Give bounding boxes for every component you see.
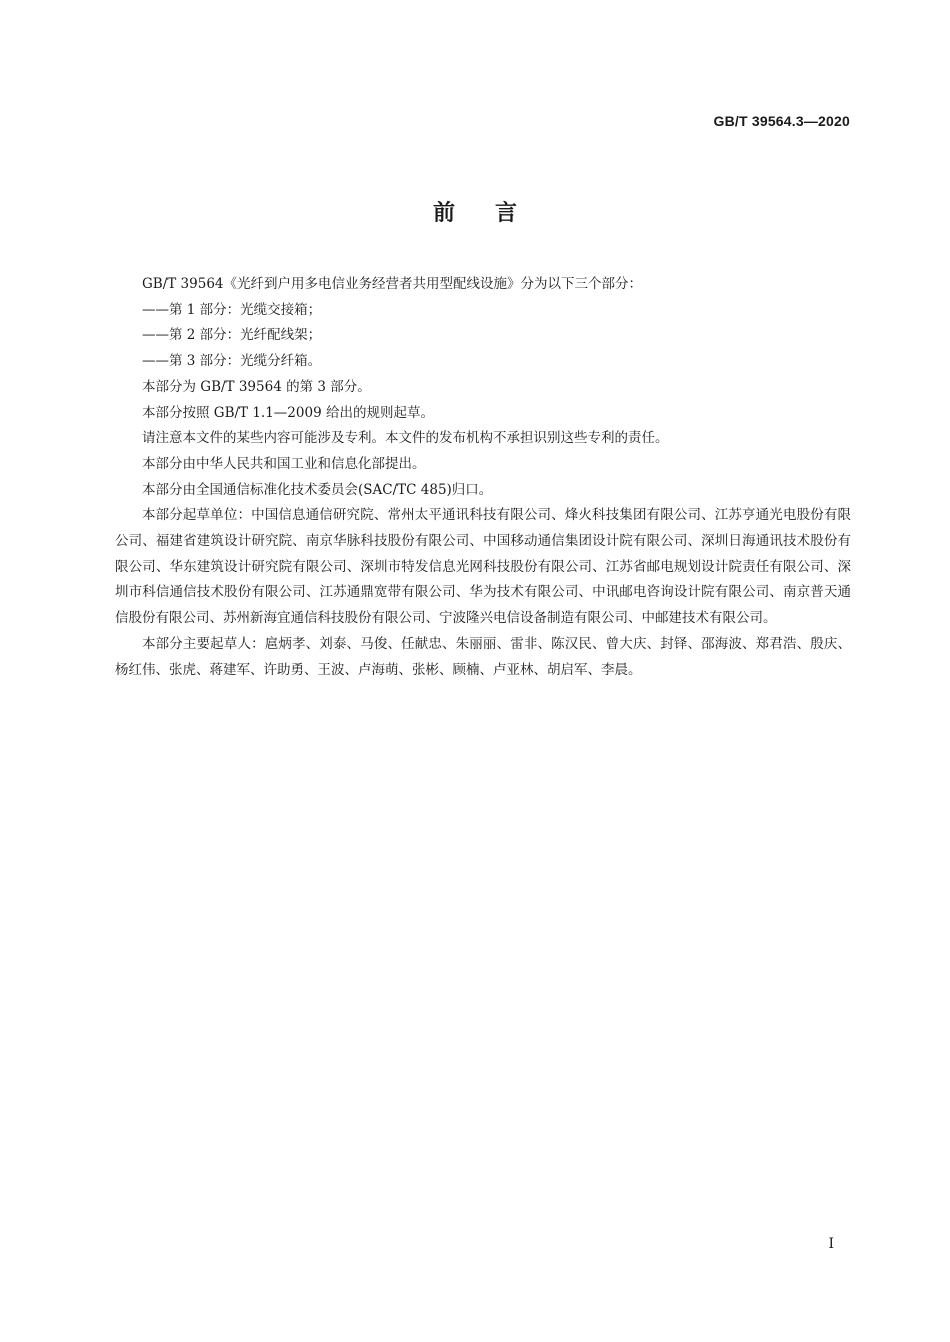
foreword-body [115,272,851,683]
paragraph-administrator: 本部分由全国通信标准化技术委员会(SAC/TC 485)归口。 [142,481,493,498]
standard-number: GB/T 39564.3—2020 [713,113,850,129]
paragraph-intro: GB/T 39564《光纤到户用多电信业务经营者共用型配线设施》分为以下三个部分： [142,276,642,292]
paragraph-part-1: ——第 1 部分：光缆交接箱； [142,301,322,318]
paragraph-part-2: ——第 2 部分：光纤配线架； [142,327,322,344]
paragraph-drafters: 本部分主要起草人：扈炳孝、刘泰、马俊、任献忠、朱丽丽、雷非、陈汉民、曾大庆、封铎、邵海波、郑君浩、殷庆、杨红伟、张虎、蒋建军、许助勇、王波、卢海萌、张彬、顾楠、卢亚林、胡启军、李晨。 [115,635,851,678]
paragraph-drafting-rules: 本部分按照 GB/T 1.1—2009 给出的规则起草。 [142,404,434,421]
paragraph-part-3: ——第 3 部分：光缆分纤箱。 [142,353,322,370]
page-number: I [828,1236,834,1252]
page-title: 前言 [432,201,557,226]
paragraph-proposer: 本部分由中华人民共和国工业和信息化部提出。 [142,455,426,472]
paragraph-drafting-units: 本部分起草单位：中国信息通信研究院、常州太平通讯科技有限公司、烽火科技集团有限公司、江苏亨通光电股份有限公司、福建省建筑设计研究院、南京华脉科技股份有限公司、中国移动通信集团设计院有限公司、深圳日海通讯技术股份有限公司、华东建筑设计研究院有限公司、深圳市特发信息光网科技股份有限公司、江苏省邮电规划设计院责任有限公司、深圳市科信通信技术股份有限公司、江苏通鼎宽带有限公司、华为技术有限公司、中讯邮电咨询设计院有限公司、南京普天通信股份有限公司、苏州新海宜通信科技股份有限公司、宁波隆兴电信设备制造有限公司、中邮建技术有限公司。 [115,507,851,627]
paragraph-scope: 本部分为 GB/T 39564 的第 3 部分。 [142,378,371,395]
paragraph-patent-notice: 请注意本文件的某些内容可能涉及专利。本文件的发布机构不承担识别这些专利的责任。 [142,430,669,447]
